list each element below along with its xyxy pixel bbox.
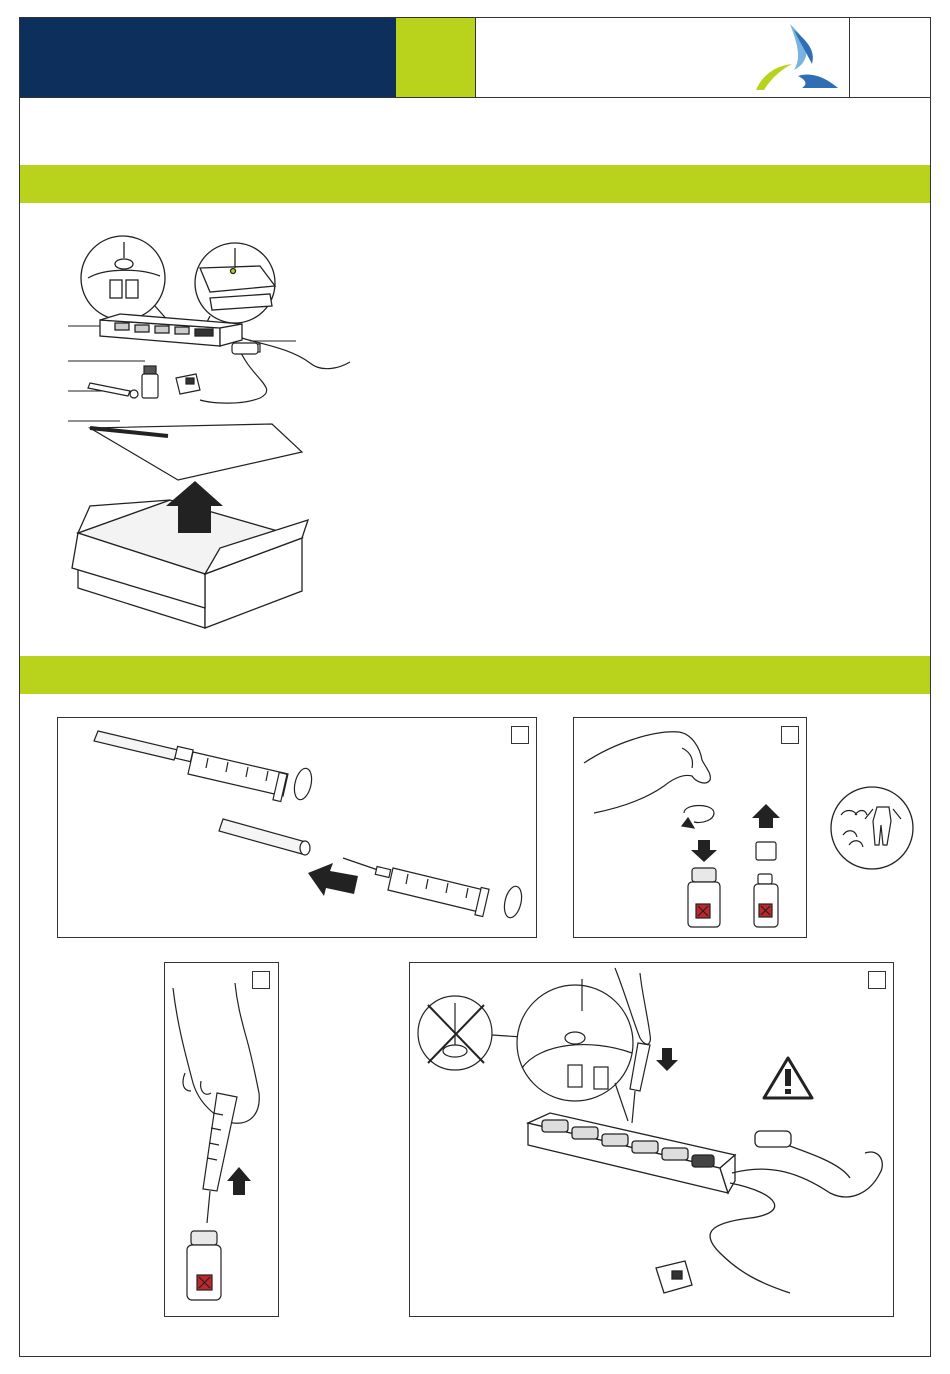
down-arrow-icon [691, 840, 717, 862]
step-panel-3 [164, 962, 279, 1317]
header-bottom-rule [20, 97, 930, 98]
detail-magnifier-left [81, 236, 170, 323]
power-cord [200, 338, 350, 403]
switch [755, 1131, 791, 1147]
header-divider-right [849, 18, 850, 97]
bottle-open-icon [574, 718, 804, 933]
push-arrow-icon [308, 863, 358, 896]
syringe-assembly-icon [58, 718, 528, 933]
header-accent-block [396, 18, 475, 97]
step-panel-2 [573, 717, 807, 938]
down-arrow-icon [656, 1048, 678, 1071]
protective-equipment-icon [829, 785, 915, 871]
power-strip [528, 1113, 735, 1193]
company-logo [750, 20, 845, 95]
plug [656, 1261, 692, 1293]
inject-socket-icon [410, 963, 892, 1313]
small-bottle [142, 366, 158, 398]
header-divider [475, 18, 476, 97]
step-panel-4 [409, 962, 894, 1317]
header-title-bar [20, 18, 396, 97]
section-band-procedure [20, 656, 930, 694]
switch [232, 343, 258, 354]
warning-triangle-icon [764, 1058, 812, 1098]
up-arrow-icon [227, 1167, 251, 1195]
bag [90, 424, 302, 480]
step-panel-1 [57, 717, 537, 938]
plug [176, 374, 200, 394]
kit-contents-figure [60, 228, 360, 638]
correct-detail-circle [517, 979, 633, 1121]
up-arrow-icon [752, 804, 780, 828]
section-band-contents [20, 165, 930, 203]
draw-liquid-icon [165, 963, 277, 1313]
wrong-detail-circle [418, 996, 522, 1070]
